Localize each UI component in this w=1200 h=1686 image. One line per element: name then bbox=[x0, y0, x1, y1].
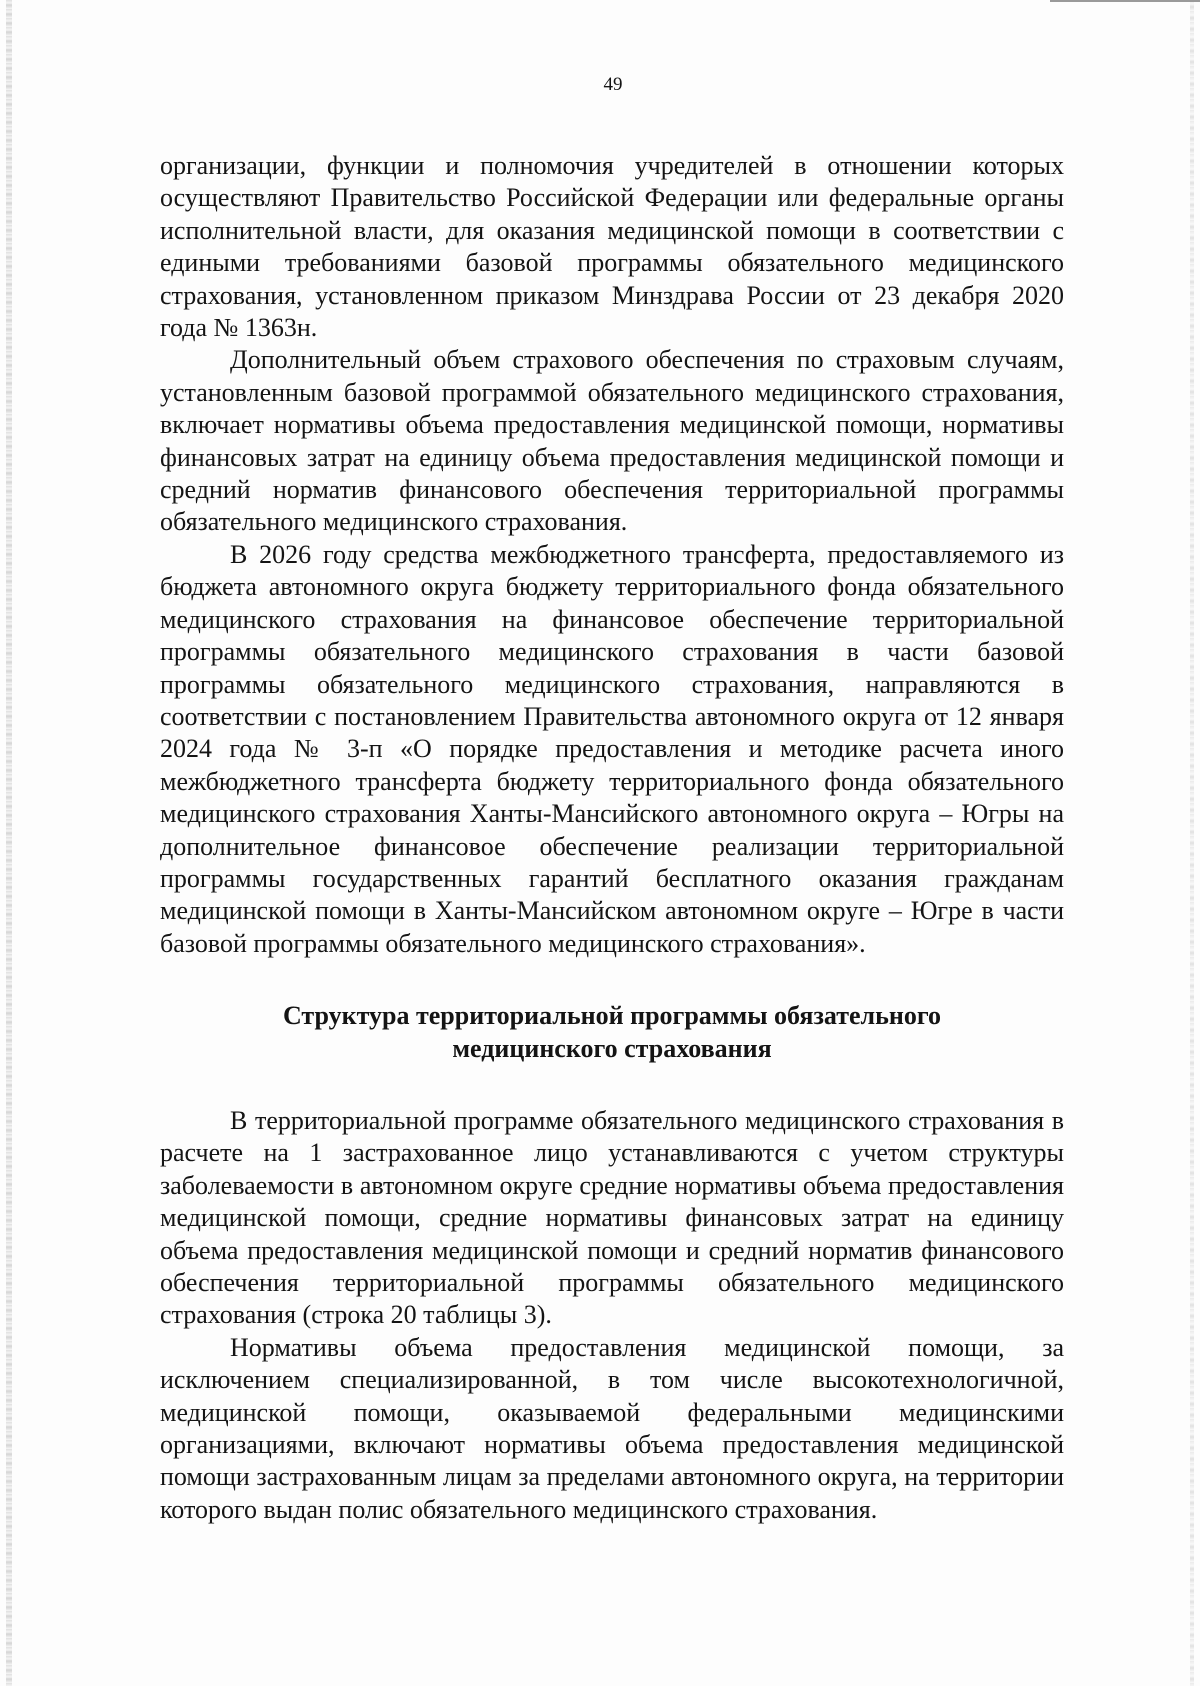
page-number: 49 bbox=[603, 74, 623, 95]
scan-edge-top bbox=[1050, 0, 1200, 2]
scan-edge-left bbox=[6, 0, 12, 1686]
paragraph-3: В 2026 году средства межбюджетного трансферта, предоставляемого из бюджета автономного округа бюджету территориального фонда обязательного медицинского страхования на финансовое обеспечение территориальной программы обязательного медицинского страхования в части базовой программы обязательного медицинского страхования, направляются в соответствии с постановлением Правительства автономного округа от 12 января 2024 года № 3-п «О порядке предоставления и методике расчета иного межбюджетного трансферта бюджету территориального фонда обязательного медицинского страхования Ханты-Мансийского автономного округа – Югры на дополнительное финансовое обеспечение реализации территориальной программы государственных гарантий бесплатного оказания гражданам медицинской помощи в Ханты-Мансийском автономном округе – Югре в части базовой программы обязательного медицинского страхования». bbox=[160, 539, 1064, 958]
scan-edge-right bbox=[1190, 0, 1194, 1686]
document-body bbox=[160, 150, 1064, 1526]
paragraph-1: организации, функции и полномочия учредителей в отношении которых осуществляют Правительство Российской Федерации или федеральные органы исполнительной власти, для оказания медицинской помощи в соответствии с едиными требованиями базовой программы обязательного медицинского страхования, установленном приказом Минздрава России от 23 декабря 2020 года № 1363н. bbox=[160, 151, 1064, 343]
paragraph-4: В территориальной программе обязательного медицинского страхования в расчете на 1 застрахованное лицо устанавливаются с учетом структуры заболеваемости в автономном округе средние нормативы объема предоставления медицинской помощи, средние нормативы финансовых затрат на единицу объема предоставления медицинской помощи и средний норматив финансового обеспечения территориальной программы обязательного медицинского страхования (строка 20 таблицы 3). bbox=[160, 1105, 1064, 1330]
paragraph-5: Нормативы объема предоставления медицинской помощи, за исключением специализированной, в том числе высокотехнологичной, медицинской помощи, оказываемой федеральными медицинскими организациями, включают нормативы объема предоставления медицинской помощи застрахованным лицам за пределами автономного округа, на территории которого выдан полис обязательного медицинского страхования. bbox=[160, 1332, 1064, 1524]
section-heading: Структура территориальной программы обязательного медицинского страхования bbox=[282, 1001, 942, 1063]
paragraph-2: Дополнительный объем страхового обеспечения по страховым случаям, установленным базовой программой обязательного медицинского страхования, включает нормативы объема предоставления медицинской помощи, нормативы финансовых затрат на единицу объема предоставления медицинской помощи и средний норматив финансового обеспечения территориальной программы обязательного медицинского страхования. bbox=[160, 345, 1064, 537]
